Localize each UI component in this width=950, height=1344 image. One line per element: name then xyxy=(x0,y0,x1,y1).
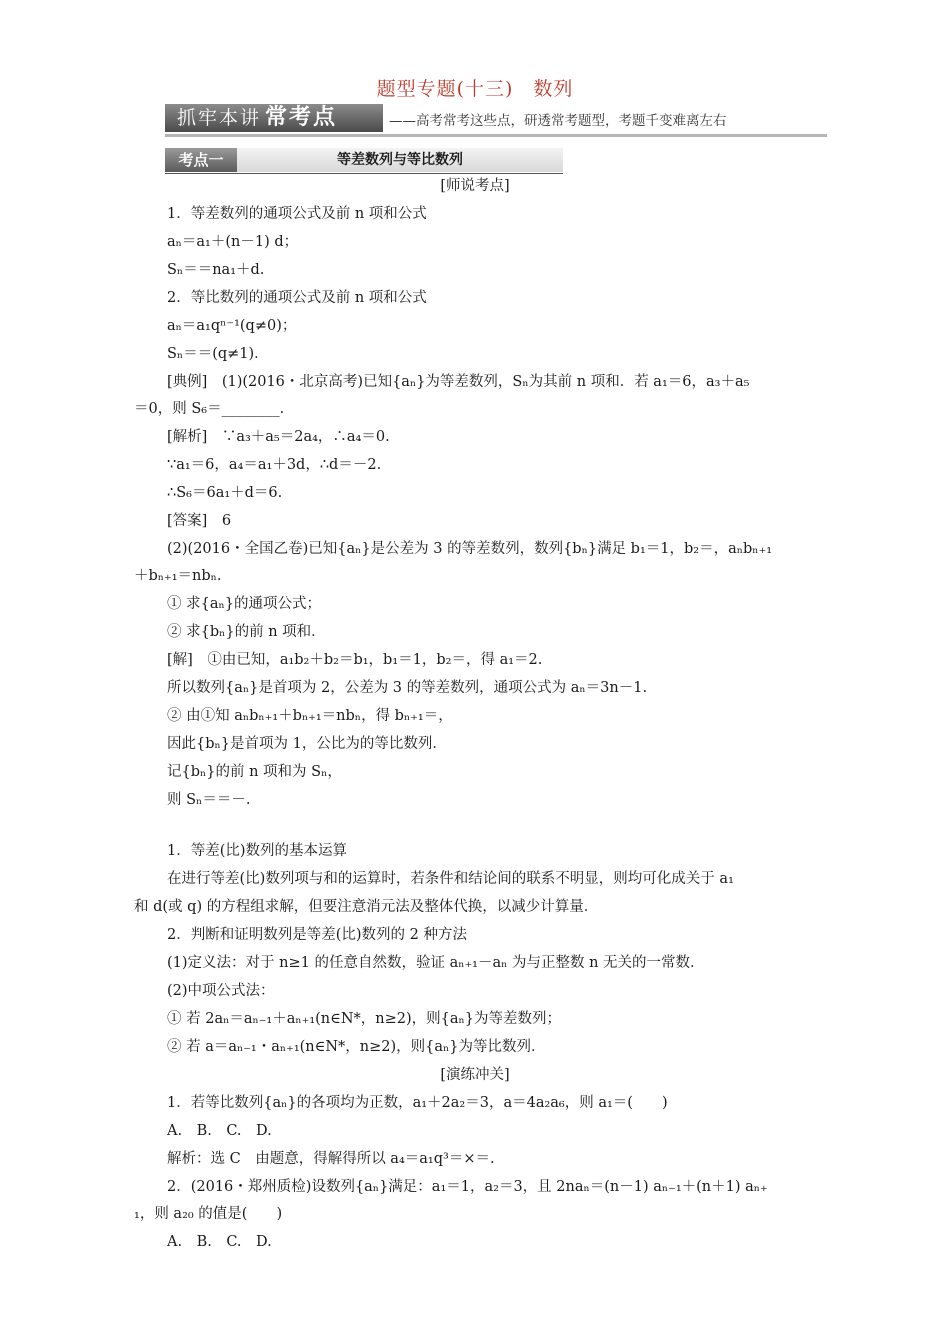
text-line: ② 求{bₙ}的前 n 项和． xyxy=(167,624,326,640)
section-header xyxy=(165,148,563,176)
text-line: (1)定义法：对于 n≥1 的任意自然数，验证 aₙ₊₁－aₙ 为与正整数 n 无关的一常数． xyxy=(167,955,705,971)
text-line: ① 求{aₙ}的通项公式； xyxy=(167,596,321,612)
text-line: ② 由①知 aₙbₙ₊₁＋bₙ₊₁＝nbₙ，得 bₙ₊₁＝， xyxy=(167,708,453,724)
text-line: 1．若等比数列{aₙ}的各项均为正数，a₁＋2a₂＝3，a＝4a₂a₆，则 a₁＝( ) xyxy=(167,1095,668,1111)
text-line: ② 若 a＝aₙ₋₁・aₙ₊₁(n∈N*，n≥2)，则{aₙ}为等比数列． xyxy=(167,1039,546,1055)
text-line: 解析：选 C 由题意，得解得所以 a₄＝a₁q³＝×＝. xyxy=(167,1151,495,1167)
text-line: Sₙ＝＝na₁＋d. xyxy=(167,262,265,278)
text-line: 则 Sₙ＝＝－. xyxy=(167,792,251,808)
text-line: ＝0，则 S₆＝________. xyxy=(134,401,285,417)
lecture-banner xyxy=(165,104,827,134)
banner-label xyxy=(165,104,383,132)
banner-bold-text: 常考点 xyxy=(265,105,338,130)
text-line: 所以数列{aₙ}是首项为 2，公差为 3 的等差数列，通项公式为 aₙ＝3n－1. xyxy=(167,680,648,696)
section-title: 等差数列与等比数列 xyxy=(237,148,563,172)
text-line: ① 若 2aₙ＝aₙ₋₁＋aₙ₊₁(n∈N*，n≥2)，则{aₙ}为等差数列； xyxy=(167,1011,562,1027)
text-line: ∴S₆＝6a₁＋d＝6. xyxy=(167,485,283,501)
banner-divider xyxy=(165,134,827,137)
text-line: Sₙ＝＝(q≠1)． xyxy=(167,346,269,362)
banner-main-text: 抓牢本讲 xyxy=(177,107,262,129)
text-line: [答案] 6 xyxy=(167,513,232,529)
text-line: [典例] (1)(2016・北京高考)已知{aₙ}为等差数列，Sₙ为其前 n 项和．若 a₁＝6，a₃＋a₅ xyxy=(167,374,750,390)
text-line: (2)(2016・全国乙卷)已知{aₙ}是公差为 3 的等差数列，数列{bₙ}满足 b₁＝1，b₂＝，aₙbₙ₊₁ xyxy=(167,541,773,557)
page-title: 题型专题(十三) 数列 xyxy=(376,78,574,100)
text-line: A. B. C. D. xyxy=(167,1123,272,1139)
text-line: 记{bₙ}的前 n 项和为 Sₙ， xyxy=(167,764,342,780)
text-line: ＋bₙ₊₁＝nbₙ. xyxy=(134,568,222,584)
text-line: 2．(2016・郑州质检)设数列{aₙ}满足：a₁＝1，a₂＝3，且 2naₙ＝(n－1) aₙ₋₁＋(n＋1) aₙ₊ xyxy=(167,1179,768,1195)
text-line: 因此{bₙ}是首项为 1，公比为的等比数列． xyxy=(167,736,447,752)
text-line: 2．判断和证明数列是等差(比)数列的 2 种方法 xyxy=(167,927,467,943)
text-line: (2)中项公式法： xyxy=(167,983,275,999)
text-line: 1．等差(比)数列的基本运算 xyxy=(167,843,348,859)
section-divider xyxy=(165,173,563,174)
text-line: ∵a₁＝6，a₄＝a₁＋3d，∴d＝－2. xyxy=(167,457,382,473)
text-line: aₙ＝a₁qⁿ⁻¹(q≠0)； xyxy=(167,318,297,334)
text-line: 1．等差数列的通项公式及前 n 项和公式 xyxy=(167,206,427,222)
text-line: [解] ①由已知，a₁b₂＋b₂＝b₁，b₁＝1，b₂＝，得 a₁＝2. xyxy=(167,652,543,668)
text-line: 2．等比数列的通项公式及前 n 项和公式 xyxy=(167,290,427,306)
section-tag: 考点一 xyxy=(165,148,237,172)
text-line: 在进行等差(比)数列项与和的运算时，若条件和结论间的联系不明显，则均可化成关于 a₁ xyxy=(167,871,734,887)
text-line: A. B. C. D. xyxy=(167,1234,272,1250)
text-line: [解析] ∵a₃＋a₅＝2a₄，∴a₄＝0. xyxy=(167,429,390,445)
text-line: [师说考点] xyxy=(440,178,510,194)
text-line: [演练冲关] xyxy=(440,1067,510,1083)
banner-subtitle: ——高考常考这些点，研透常考题型，考题千变难离左右 xyxy=(389,113,727,129)
text-line: 和 d(或 q) 的方程组求解，但要注意消元法及整体代换，以减少计算量． xyxy=(134,899,599,915)
text-line: ₁，则 a₂₀ 的值是( ) xyxy=(134,1206,283,1222)
text-line: aₙ＝a₁＋(n－1) d； xyxy=(167,234,299,250)
